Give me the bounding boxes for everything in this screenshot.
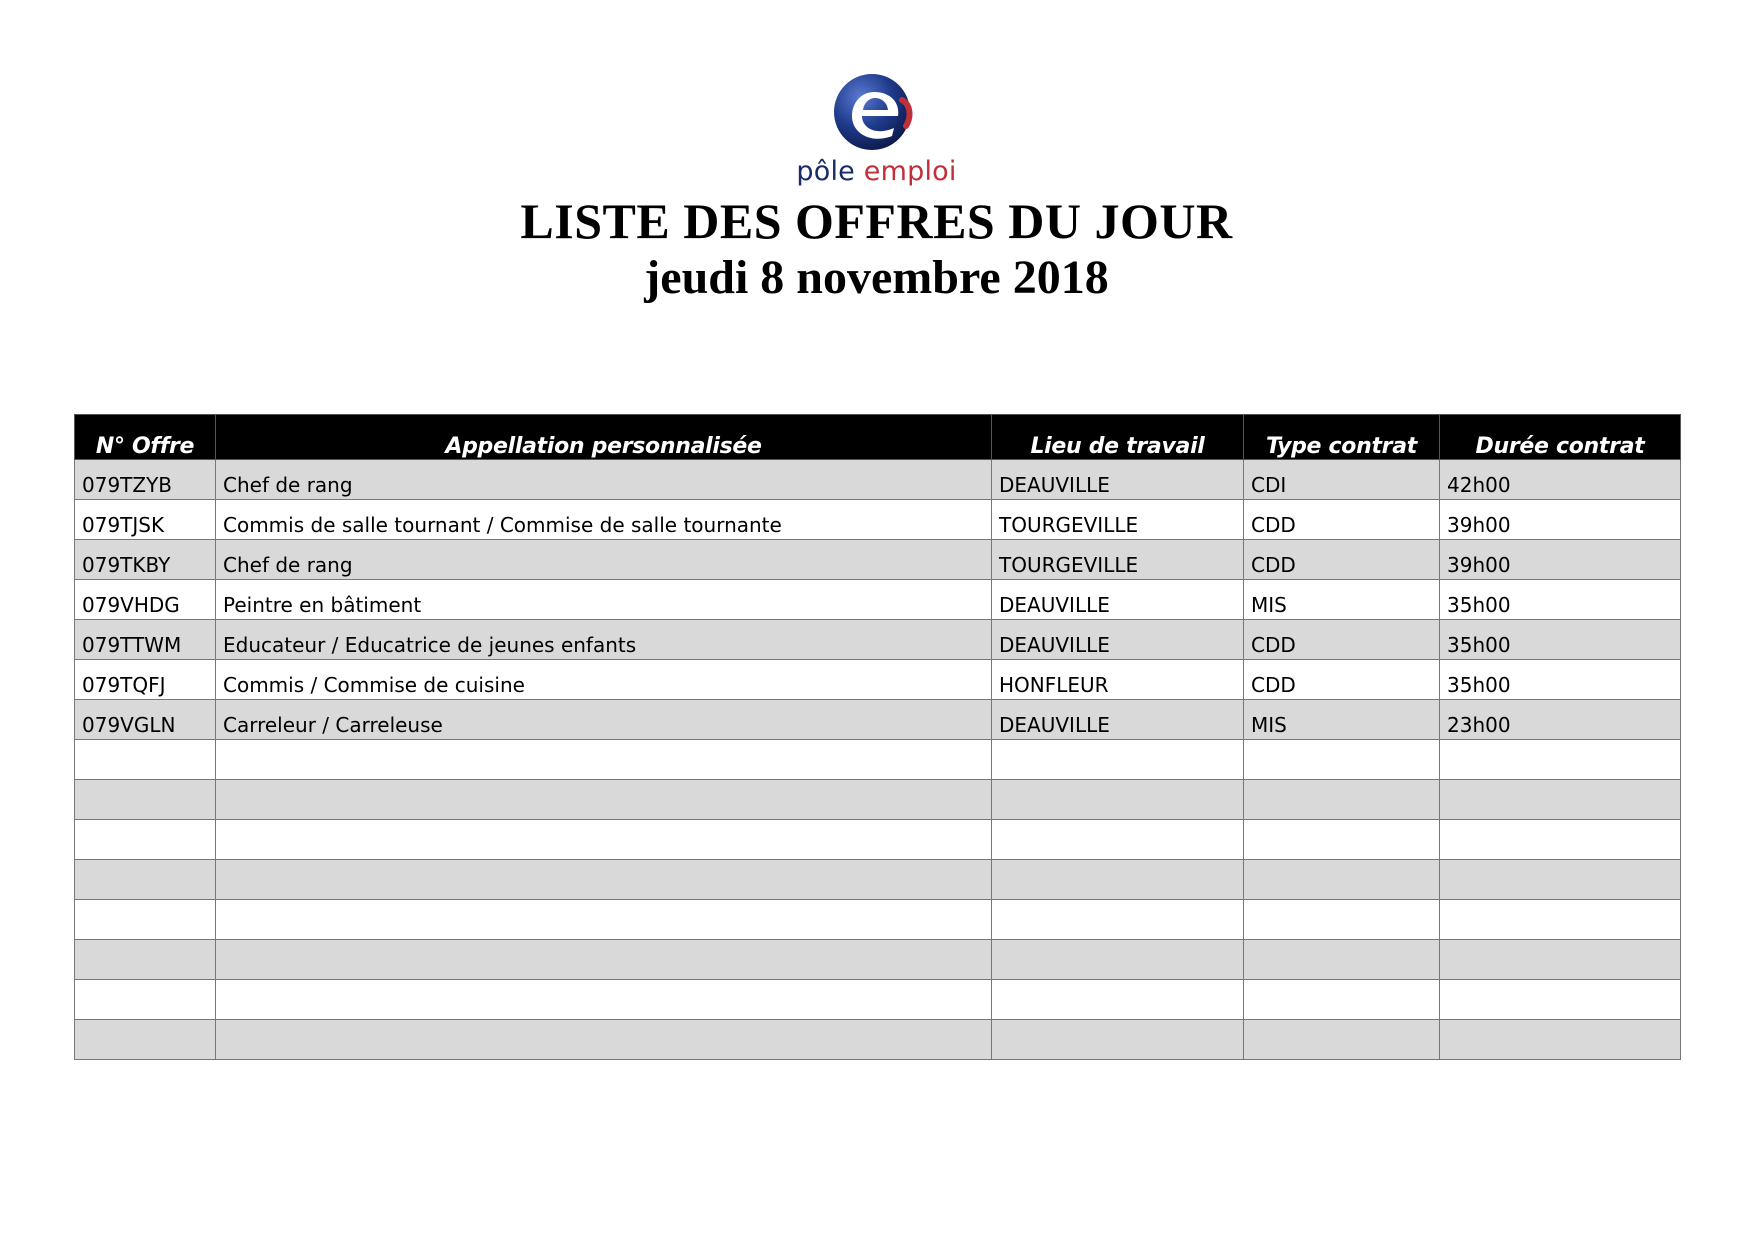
cell-appellation: Educateur / Educatrice de jeunes enfants [216,620,992,660]
cell-duree-contrat [1440,860,1681,900]
pole-emploi-logo [0,70,1753,156]
table-row-empty [75,820,1681,860]
cell-duree-contrat [1440,820,1681,860]
table-row-empty [75,780,1681,820]
cell-appellation [216,780,992,820]
cell-type-contrat [1244,980,1440,1020]
cell-appellation: Commis / Commise de cuisine [216,660,992,700]
cell-type-contrat: CDD [1244,500,1440,540]
cell-numero-offre [75,900,216,940]
offers-table [74,414,1681,1060]
pole-emploi-globe-icon [832,70,922,156]
cell-duree-contrat [1440,940,1681,980]
cell-numero-offre: 079TTWM [75,620,216,660]
cell-numero-offre [75,940,216,980]
cell-lieu: DEAUVILLE [992,580,1244,620]
cell-type-contrat [1244,780,1440,820]
cell-lieu [992,940,1244,980]
cell-duree-contrat [1440,980,1681,1020]
table-row-empty [75,860,1681,900]
table-row [75,540,1681,580]
brand-part-emploi: emploi [863,156,957,187]
table-row [75,660,1681,700]
cell-lieu: DEAUVILLE [992,460,1244,500]
cell-numero-offre: 079TZYB [75,460,216,500]
cell-duree-contrat: 39h00 [1440,500,1681,540]
cell-appellation [216,940,992,980]
cell-lieu [992,900,1244,940]
cell-type-contrat [1244,820,1440,860]
cell-type-contrat: CDI [1244,460,1440,500]
cell-lieu: DEAUVILLE [992,620,1244,660]
column-header-type-contrat: Type contrat [1244,415,1440,460]
cell-duree-contrat [1440,1020,1681,1060]
cell-lieu: HONFLEUR [992,660,1244,700]
cell-duree-contrat [1440,780,1681,820]
cell-numero-offre: 079VGLN [75,700,216,740]
table-row-empty [75,980,1681,1020]
cell-duree-contrat: 39h00 [1440,540,1681,580]
column-header-lieu: Lieu de travail [992,415,1244,460]
cell-numero-offre: 079TQFJ [75,660,216,700]
cell-type-contrat: CDD [1244,540,1440,580]
cell-lieu [992,740,1244,780]
column-header-numero-offre: N° Offre [75,415,216,460]
cell-numero-offre [75,860,216,900]
table-row-empty [75,900,1681,940]
cell-appellation: Commis de salle tournant / Commise de salle tournante [216,500,992,540]
cell-lieu [992,820,1244,860]
table-row [75,700,1681,740]
cell-lieu [992,980,1244,1020]
cell-lieu [992,1020,1244,1060]
cell-appellation [216,740,992,780]
cell-duree-contrat: 35h00 [1440,660,1681,700]
cell-numero-offre: 079TKBY [75,540,216,580]
cell-numero-offre: 079TJSK [75,500,216,540]
table-row [75,580,1681,620]
cell-duree-contrat: 23h00 [1440,700,1681,740]
cell-type-contrat: MIS [1244,700,1440,740]
cell-lieu: TOURGEVILLE [992,540,1244,580]
cell-appellation [216,900,992,940]
table-row-empty [75,940,1681,980]
cell-type-contrat [1244,1020,1440,1060]
cell-type-contrat: MIS [1244,580,1440,620]
cell-duree-contrat [1440,900,1681,940]
page-title: LISTE DES OFFRES DU JOUR [520,193,1233,249]
table-row-empty [75,1020,1681,1060]
brand-part-pole: pôle [796,156,855,187]
cell-appellation: Carreleur / Carreleuse [216,700,992,740]
cell-lieu [992,780,1244,820]
cell-appellation [216,860,992,900]
cell-type-contrat: CDD [1244,620,1440,660]
cell-appellation: Chef de rang [216,460,992,500]
column-header-duree-contrat: Durée contrat [1440,415,1681,460]
cell-numero-offre [75,980,216,1020]
cell-appellation: Peintre en bâtiment [216,580,992,620]
cell-appellation: Chef de rang [216,540,992,580]
cell-numero-offre [75,820,216,860]
table-row [75,500,1681,540]
cell-numero-offre [75,740,216,780]
cell-appellation [216,1020,992,1060]
cell-numero-offre: 079VHDG [75,580,216,620]
cell-duree-contrat: 35h00 [1440,620,1681,660]
brand-name [0,156,1753,187]
cell-appellation [216,980,992,1020]
table-row [75,620,1681,660]
cell-lieu: TOURGEVILLE [992,500,1244,540]
cell-appellation [216,820,992,860]
cell-numero-offre [75,780,216,820]
cell-duree-contrat [1440,740,1681,780]
table-row-empty [75,740,1681,780]
table-row [75,460,1681,500]
table-header-row [75,415,1681,460]
cell-type-contrat: CDD [1244,660,1440,700]
cell-type-contrat [1244,860,1440,900]
page-date: jeudi 8 novembre 2018 [644,251,1109,304]
cell-numero-offre [75,1020,216,1060]
cell-type-contrat [1244,940,1440,980]
cell-lieu [992,860,1244,900]
cell-duree-contrat: 35h00 [1440,580,1681,620]
cell-duree-contrat: 42h00 [1440,460,1681,500]
column-header-appellation: Appellation personnalisée [216,415,992,460]
cell-type-contrat [1244,740,1440,780]
cell-lieu: DEAUVILLE [992,700,1244,740]
cell-type-contrat [1244,900,1440,940]
